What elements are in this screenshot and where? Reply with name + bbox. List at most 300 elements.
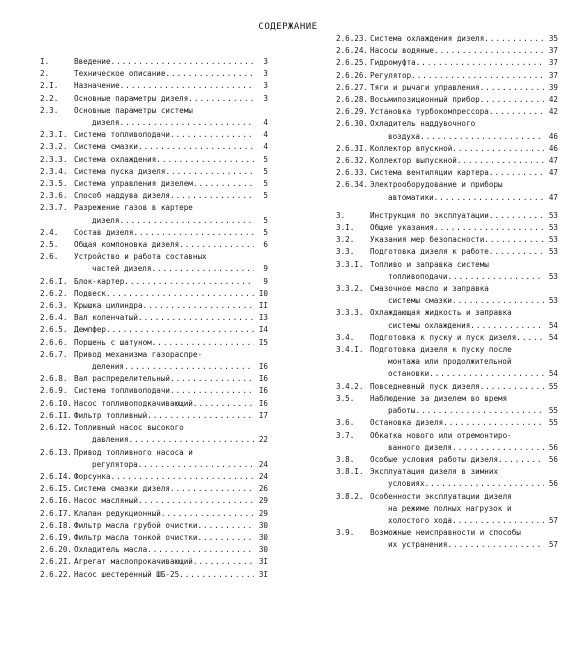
toc-entry (336, 454, 558, 466)
toc-entry-label (92, 459, 254, 471)
toc-entry-text: Система смазки дизеля (74, 484, 171, 494)
leader-dots (138, 141, 254, 153)
toc-entry (40, 202, 268, 214)
toc-entry-number: 2.3.5. (40, 179, 68, 189)
leader-dots (120, 80, 254, 92)
toc-entry-label (370, 234, 544, 246)
toc-entry-continuation (336, 271, 558, 283)
toc-entry-label (74, 483, 254, 495)
leader-dots (443, 417, 544, 429)
toc-entry (40, 398, 268, 410)
toc-entry-text: Система смазки (74, 142, 139, 152)
toc-entry-number: 2.6.I4. (40, 471, 73, 481)
toc-entry-label (370, 82, 544, 94)
toc-entry-page: 22 (258, 435, 268, 445)
toc-entry-label (370, 381, 544, 393)
leader-dots (489, 210, 544, 222)
toc-entry-number: 2.3.I. (40, 130, 68, 140)
toc-entry-label (388, 192, 544, 204)
toc-entry-page: 53 (548, 223, 558, 233)
leader-dots (156, 154, 254, 166)
toc-entry-label (92, 263, 254, 275)
toc-entry-continuation (40, 263, 268, 275)
toc-entry-text: Насос топливоподкачивающий (74, 398, 193, 408)
toc-entry-text: остановки (388, 369, 430, 379)
toc-entry-text: Привод механизма газораспре- (74, 349, 203, 359)
toc-entry (336, 70, 558, 82)
toc-entry-number: 3.4. (336, 332, 355, 342)
toc-entry-page: 46 (548, 131, 558, 141)
toc-entry-text: Насос шестеренный ШБ-25 (74, 569, 180, 579)
toc-entry-number: 2.6.9. (40, 386, 68, 396)
toc-entry-page: I6 (258, 362, 268, 372)
toc-entry-number: 2.6.I8. (40, 520, 73, 530)
toc-entry-number: 2.6.7. (40, 349, 68, 359)
toc-entry-page: 53 (548, 271, 558, 281)
toc-entry-page: 26 (258, 484, 268, 494)
toc-entry (40, 129, 268, 141)
toc-entry-label (370, 259, 558, 271)
toc-entry-page: 47 (548, 156, 558, 166)
toc-entry-page: 5 (263, 154, 268, 164)
toc-entry-label (370, 106, 544, 118)
toc-entry (40, 324, 268, 336)
toc-entry-page: 3I (258, 569, 268, 579)
toc-entry-page: 5 (263, 215, 268, 225)
toc-entry-page: 47 (548, 168, 558, 178)
toc-entry-continuation (336, 478, 558, 490)
toc-entry-page: 29 (258, 496, 268, 506)
toc-entry-text: Коллектор выпускной (370, 156, 457, 166)
toc-entry-page: 5 (263, 227, 268, 237)
toc-entry-page: 54 (548, 332, 558, 342)
toc-entry-text: системы смазки (388, 296, 453, 306)
toc-entry (336, 118, 558, 130)
toc-entry (40, 56, 268, 68)
toc-entry (40, 154, 268, 166)
leader-dots (470, 320, 544, 332)
toc-entry-text: деления (92, 362, 125, 372)
toc-entry-number: 3.2. (336, 235, 355, 245)
leader-dots (516, 332, 544, 344)
toc-entry-page: II (258, 301, 268, 311)
toc-entry-number: 3.3.2. (336, 284, 364, 294)
toc-entry-page: 56 (548, 442, 558, 452)
toc-entry-page: 9 (263, 276, 268, 286)
toc-entry-label (74, 556, 254, 568)
toc-entry-number: 2.6.28. (336, 95, 369, 105)
toc-entry-number: 3.5. (336, 393, 355, 403)
toc-entry-number: 2.3.3. (40, 154, 68, 164)
leader-dots (452, 143, 544, 155)
toc-entry-page: 24 (258, 459, 268, 469)
toc-entry-text: Система топливоподачи (74, 386, 171, 396)
toc-entry-label (74, 68, 254, 80)
toc-entry (40, 312, 268, 324)
toc-entry-text: Подготовка дизеля к работе (370, 247, 489, 257)
leader-dots (484, 33, 544, 45)
leader-dots (193, 556, 254, 568)
toc-entry-page: 53 (548, 296, 558, 306)
leader-dots (429, 368, 544, 380)
toc-entry-page: 30 (258, 520, 268, 530)
toc-entry-label (74, 324, 254, 336)
toc-entry-label (370, 222, 544, 234)
leader-dots (124, 361, 254, 373)
toc-entry-number: 2.6.22. (40, 569, 73, 579)
leader-dots (106, 288, 254, 300)
toc-entry-text: частей дизеля (92, 264, 152, 274)
toc-entry-page: 54 (548, 320, 558, 330)
toc-entry-text: Фильтр масла грубой очистки (74, 520, 198, 530)
toc-entry (40, 288, 268, 300)
toc-entry-page: 56 (548, 479, 558, 489)
toc-entry-label (370, 118, 558, 130)
toc-entry-label (370, 344, 558, 356)
toc-entry-continuation: на режиме полных нагрузок и (388, 503, 512, 513)
toc-entry-page: I3 (258, 313, 268, 323)
toc-entry-page: 3I (258, 557, 268, 567)
toc-entry-label (74, 508, 254, 520)
toc-entry (40, 190, 268, 202)
toc-entry-label (388, 368, 544, 380)
toc-entry-continuation (336, 539, 558, 551)
toc-entry-text: Обкатка нового или отремонтиро- (370, 430, 512, 440)
leader-dots (411, 70, 544, 82)
toc-entry-label (74, 349, 268, 361)
toc-entry-text: автоматики (388, 192, 434, 202)
toc-entry-number: 2.6.27. (336, 82, 369, 92)
toc-entry-number: 2.6.23. (336, 34, 369, 43)
toc-entry-text: их устранения (388, 540, 448, 550)
toc-entry-text: Коллектор впускной (370, 143, 453, 153)
toc-entry-label (388, 405, 544, 417)
toc-entry-label (370, 143, 544, 155)
toc-entry (336, 94, 558, 106)
toc-entry (40, 471, 268, 483)
toc-entry-page: 55 (548, 381, 558, 391)
toc-entry-text: Форсунка (74, 471, 111, 481)
leader-dots (152, 337, 254, 349)
toc-entry-continuation (40, 361, 268, 373)
toc-entry-label (92, 215, 254, 227)
toc-entry-page: 4 (263, 118, 268, 128)
toc-entry-number: 2.6.2I. (40, 557, 73, 567)
toc-entry-text: Устройство и работа составных (74, 252, 207, 262)
toc-entry-number: 2.3.2. (40, 142, 68, 152)
toc-entry-page: 4 (263, 142, 268, 152)
toc-entry-text: Восьмипозиционный прибор (370, 95, 480, 105)
toc-entry (40, 569, 268, 581)
toc-entry-label (370, 393, 558, 405)
toc-entry-text: Демпфер (74, 325, 107, 335)
toc-entry-number: 2.6.2. (40, 288, 68, 298)
toc-entry-label (74, 471, 254, 483)
toc-entry (336, 393, 558, 405)
leader-dots (498, 454, 544, 466)
toc-entry-label (388, 320, 544, 332)
toc-entry (336, 283, 558, 295)
toc-entry-number: 3.8.I. (336, 467, 364, 477)
toc-entry-number: 2.6.3. (40, 301, 68, 311)
toc-entry-number: 2.6.25. (336, 58, 369, 68)
toc-entry-text: Система вентиляции картера (370, 168, 489, 178)
toc-entry-label (74, 312, 254, 324)
toc-entry-text: Топливо и заправка системы (370, 259, 489, 269)
toc-entry-page: 47 (548, 192, 558, 202)
toc-entry-number: 2.6.32. (336, 156, 369, 166)
toc-entry-number: 2.6.I2. (40, 423, 73, 433)
toc-entry-text: Инструкция по эксплуатации (370, 210, 489, 220)
toc-entry-page: 57 (548, 515, 558, 525)
toc-entry-page: 39 (548, 82, 558, 92)
toc-entry-label (74, 227, 254, 239)
toc-entry-number: 3.9. (336, 528, 355, 538)
toc-entry-text: Особенности эксплуатации дизеля (370, 491, 512, 501)
toc-entry-continuation (336, 405, 558, 417)
leader-dots (138, 495, 254, 507)
toc-entry (336, 57, 558, 69)
toc-entry-number: 2.3. (40, 105, 59, 115)
toc-entry-number: 3.4.2. (336, 381, 364, 391)
leader-dots (434, 45, 544, 57)
toc-entry (336, 45, 558, 57)
toc-entry-text: Подготовка к пуску и пуск дизеля (370, 332, 517, 342)
toc-entry-label (74, 154, 254, 166)
toc-entry-label (74, 276, 254, 288)
toc-entry (336, 167, 558, 179)
toc-entry-text: Установка турбокомпрессора (370, 107, 489, 117)
toc-entry-number: 2.6.20. (40, 545, 73, 555)
toc-entry-number: 2.6.4. (40, 313, 68, 323)
toc-entry-page: 53 (548, 235, 558, 245)
toc-entry-label (370, 430, 558, 442)
toc-entry-page: 37 (548, 46, 558, 56)
toc-entry-number: 2.6.3I. (336, 143, 369, 153)
leader-dots (489, 246, 544, 258)
leader-dots (452, 295, 544, 307)
toc-entry-number: 2.3.6. (40, 191, 68, 201)
leader-dots (161, 508, 254, 520)
leader-dots (170, 190, 254, 202)
toc-entry-label (74, 239, 254, 251)
toc-entry-number: 2.6.I3. (40, 447, 73, 457)
leader-dots (129, 434, 254, 446)
leader-dots (457, 155, 544, 167)
leader-dots (447, 539, 544, 551)
leader-dots (119, 117, 254, 129)
toc-entry-page: I6 (258, 374, 268, 384)
leader-dots (143, 300, 254, 312)
toc-entry (40, 239, 268, 251)
toc-entry-page: I6 (258, 398, 268, 408)
toc-entry-label (74, 178, 254, 190)
toc-entry-text: Способ наддува дизеля (74, 191, 171, 201)
toc-entry-text: Состав дизеля (74, 227, 134, 237)
toc-entry-label (74, 202, 268, 214)
toc-entry-page: 54 (548, 369, 558, 379)
toc-entry-text: давления (92, 435, 129, 445)
toc-entry-number: 2.6.I6. (40, 496, 73, 506)
toc-entry-label (74, 495, 254, 507)
leader-dots (111, 56, 254, 68)
toc-entry-continuation (40, 459, 268, 471)
toc-entry-page: I7 (258, 410, 268, 420)
toc-entry (336, 381, 558, 393)
toc-entry (40, 68, 268, 80)
toc-entry (40, 105, 268, 117)
toc-entry-number: 2.I. (40, 81, 59, 91)
toc-entry (336, 332, 558, 344)
toc-entry-number: 2.6. (40, 252, 59, 262)
toc-entry-text: Система пуска дизеля (74, 166, 166, 176)
leader-dots (434, 222, 544, 234)
leader-dots (111, 471, 254, 483)
toc-right-column (336, 33, 558, 552)
toc-entry-label (370, 466, 558, 478)
leader-dots (133, 227, 254, 239)
toc-entry-label (370, 33, 544, 45)
leader-dots (489, 167, 544, 179)
toc-entry-text: Смазочное масло и заправка (370, 284, 489, 294)
toc-entry-text: Система охлаждения (74, 154, 157, 164)
toc-entry-number: 2.2. (40, 93, 59, 103)
toc-entry (40, 385, 268, 397)
leader-dots (480, 82, 544, 94)
leader-dots (138, 312, 254, 324)
toc-entry (40, 349, 268, 361)
toc-entry (40, 422, 268, 434)
toc-entry-text: дизеля (92, 118, 120, 128)
toc-entry-label (74, 410, 254, 422)
toc-entry (40, 300, 268, 312)
toc-entry (40, 141, 268, 153)
toc-entry-label (74, 166, 254, 178)
leader-dots (415, 405, 544, 417)
toc-entry (336, 234, 558, 246)
toc-entry-label (74, 93, 254, 105)
leader-dots (179, 239, 254, 251)
toc-entry-number: 2.3.4. (40, 166, 68, 176)
toc-entry-label (370, 527, 558, 539)
toc-entry-text: Общие указания (370, 223, 435, 233)
toc-entry-number: 3.8.2. (336, 491, 364, 501)
toc-entry-page: 29 (258, 508, 268, 518)
toc-entry-text: Регулятор (370, 70, 412, 80)
toc-entry-continuation (336, 368, 558, 380)
toc-entry-number: 2.6.I. (40, 276, 68, 286)
toc-entry-text: воздуха (388, 131, 421, 141)
toc-entry-text: Гидромуфта (370, 58, 416, 68)
toc-entry (336, 82, 558, 94)
toc-entry-label (74, 520, 254, 532)
toc-entry (336, 307, 558, 319)
toc-entry-label (74, 532, 254, 544)
toc-entry-page: 57 (548, 540, 558, 550)
leader-dots (165, 68, 254, 80)
toc-entry-label (74, 80, 254, 92)
toc-entry-label (370, 332, 544, 344)
toc-entry-text: Крышка цилиндра (74, 301, 143, 311)
toc-entry-page: 55 (548, 406, 558, 416)
leader-dots (452, 515, 544, 527)
toc-entry-text: топливоподачи (388, 271, 448, 281)
toc-entry-text: Вал распределительный (74, 374, 171, 384)
toc-entry-label (74, 398, 254, 410)
page-title: СОДЕРЖАНИЕ (258, 22, 318, 32)
toc-entry-number: 2.6.26. (336, 70, 369, 80)
toc-entry-page: 3 (263, 57, 268, 66)
toc-entry-page: 5 (263, 179, 268, 189)
toc-entry (40, 556, 268, 568)
toc-entry-number: 3.7. (336, 430, 355, 440)
toc-entry-text: Агрегат маслопрокачивающий (74, 557, 193, 567)
toc-entry-label (74, 385, 254, 397)
toc-entry-text: Охладитель наддувочного (370, 119, 476, 129)
toc-entry-label (74, 447, 268, 459)
toc-entry-page: 35 (548, 34, 558, 43)
toc-entry-text: Повседневный пуск дизеля (370, 381, 480, 391)
toc-entry-text: Фильтр топливный (74, 410, 148, 420)
toc-entry-page: 4 (263, 130, 268, 140)
toc-entry-continuation: монтажа или продолжительной (388, 357, 512, 367)
toc-entry-number: 2.6.30. (336, 119, 369, 129)
toc-entry-label (74, 129, 254, 141)
toc-entry-text: Возможные неисправности и способы (370, 528, 521, 538)
toc-entry-label (92, 434, 254, 446)
leader-dots (197, 532, 254, 544)
toc-entry-text: Электрооборудование и приборы (370, 180, 503, 190)
toc-entry-number: 3.3.I. (336, 259, 364, 269)
toc-entry (40, 166, 268, 178)
toc-entry-label (74, 373, 254, 385)
toc-entry-label (74, 337, 254, 349)
toc-entry-label (388, 131, 544, 143)
toc-entry-page: 9 (263, 264, 268, 274)
toc-entry-label (92, 361, 254, 373)
toc-entry-text: Эксплуатация дизеля в зимних (370, 467, 499, 477)
toc-entry-text: Введение (74, 57, 111, 66)
toc-entry-text: Основные параметры дизеля (74, 93, 189, 103)
toc-entry (336, 344, 558, 356)
toc-entry-page: 30 (258, 545, 268, 555)
leader-dots (147, 544, 254, 556)
toc-entry (336, 143, 558, 155)
toc-entry-page: 6 (263, 240, 268, 250)
toc-entry-label (388, 442, 544, 454)
toc-entry-label (388, 478, 544, 490)
toc-entry (40, 337, 268, 349)
toc-entry-page: 3 (263, 81, 268, 91)
toc-entry-page: 3 (263, 69, 268, 79)
toc-entry-text: Разрежение газов в картере (74, 203, 193, 213)
toc-entry-text: Подготовка дизеля к пуску после (370, 345, 512, 355)
toc-entry (40, 251, 268, 263)
toc-entry-page: I6 (258, 386, 268, 396)
toc-entry-page: 46 (548, 143, 558, 153)
toc-entry-text: Общая компоновка дизеля (74, 240, 180, 250)
toc-entry-label (74, 569, 254, 581)
toc-entry-number: 3.4.I. (336, 345, 364, 355)
toc-entry-number: 2.6.5. (40, 325, 68, 335)
leader-dots (119, 215, 254, 227)
leader-dots (420, 131, 544, 143)
toc-entry (40, 178, 268, 190)
toc-entry (336, 491, 558, 503)
toc-entry (336, 259, 558, 271)
toc-entry-text: Подвеск (74, 288, 107, 298)
toc-entry-text: Привод топливного насоса и (74, 447, 193, 457)
